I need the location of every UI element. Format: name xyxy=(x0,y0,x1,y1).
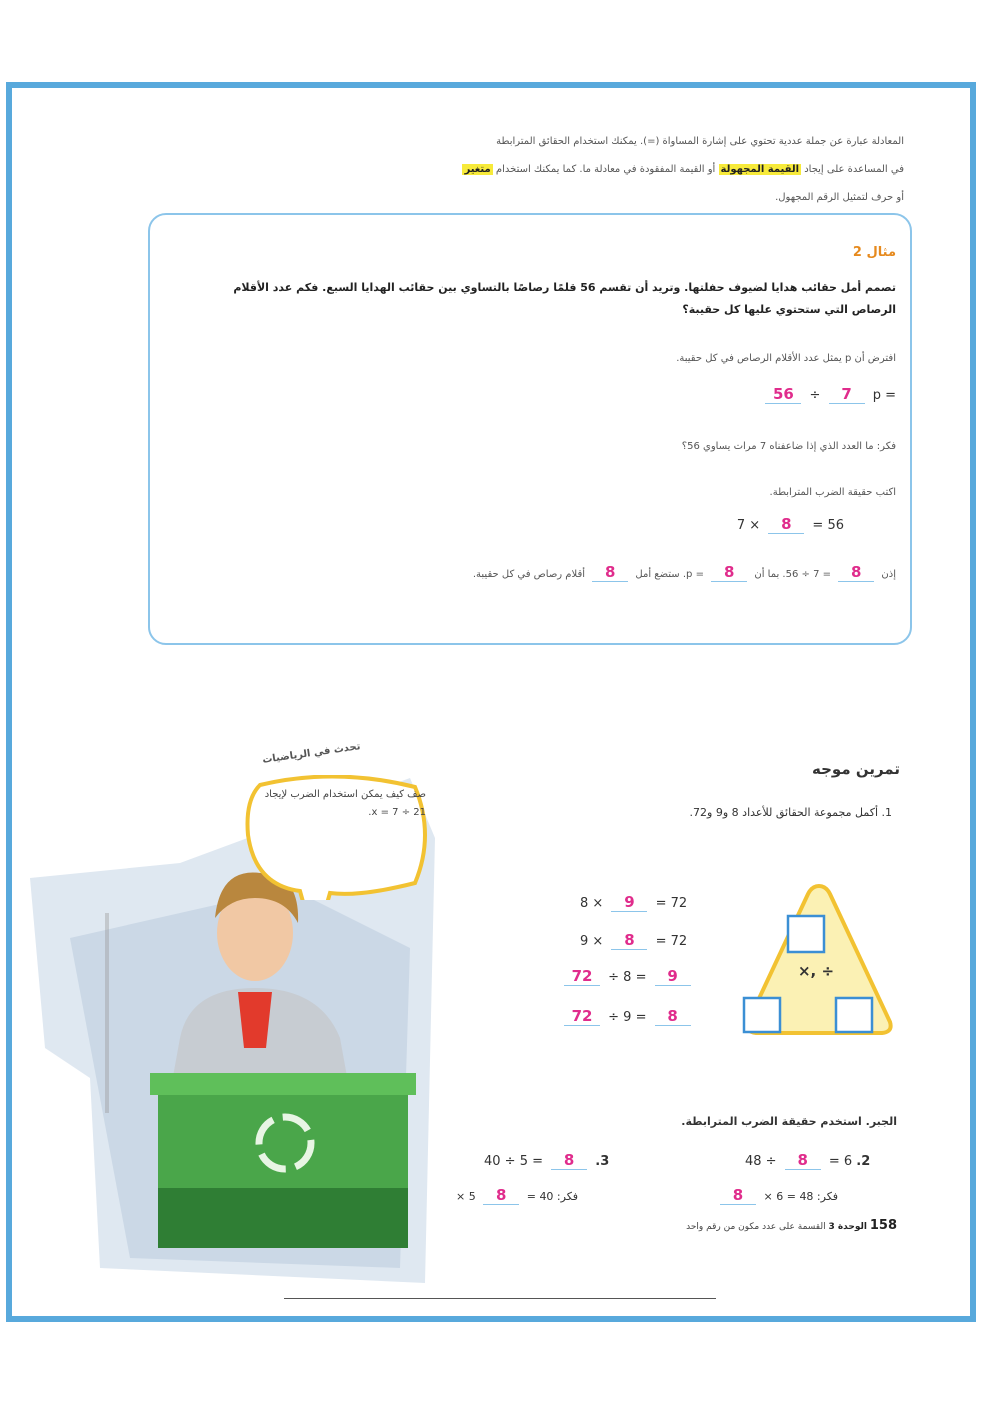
bottom-divider xyxy=(284,1298,716,1299)
exercise-3 xyxy=(484,1151,609,1170)
conclusion-text: إذن xyxy=(881,569,896,580)
exercise-2-blank: 8 xyxy=(785,1151,821,1170)
highlight-variable: متغير xyxy=(464,164,491,175)
fact-blank: 9 xyxy=(655,967,691,986)
fact-blank: 8 xyxy=(611,931,647,950)
practice-title: تمرين موجه xyxy=(812,760,900,778)
intro-text: في المساعدة على إيجاد xyxy=(804,164,904,175)
fact-part: 9 × xyxy=(580,934,604,949)
exercise-part: فكر: 48 = 6 × xyxy=(763,1190,839,1203)
example-assume: افترض أن p يمثل عدد الأقلام الرصاص في كل حقيبة. xyxy=(676,353,896,364)
example-conclusion xyxy=(473,563,896,582)
example-equation-1 xyxy=(761,385,896,404)
triangle-operations: ×, ÷ xyxy=(797,962,835,980)
fact-triangle xyxy=(740,880,898,1040)
intro-line-1: المعادلة عبارة عن جملة عددية تحتوي على إشارة المساواة (=). يمكنك استخدام الحقائق المترابطة xyxy=(496,136,904,147)
fact-blank: 72 xyxy=(564,967,600,986)
fact-blank: 8 xyxy=(655,1007,691,1026)
exercise-3-blank: 8 xyxy=(551,1151,587,1170)
intro-paragraph xyxy=(304,128,904,212)
bubble-text: صف كيف يمكن استخدام الضرب لإيجاد 21 ÷ 7 = x. xyxy=(264,789,426,818)
example-box xyxy=(148,213,912,645)
conclusion-text: = p. ستضع أمل xyxy=(635,569,704,580)
fact-row-3 xyxy=(560,967,695,986)
conclusion-text: = 7 ÷ 56. بما أن xyxy=(754,569,832,580)
page-number: 158 xyxy=(869,1218,897,1233)
blank-quotient-1: 8 xyxy=(838,563,874,582)
divide-sign: ÷ xyxy=(809,388,821,403)
unit-description: القسمة على عدد مكون من رقم واحد xyxy=(686,1222,826,1232)
exercise-3-number: .3 xyxy=(595,1154,610,1169)
conclusion-text: أقلام رصاص في كل حقيبة. xyxy=(472,569,586,580)
blank-quotient-3: 8 xyxy=(592,563,628,582)
algebra-instruction: الجبر. استخدم حقيقة الضرب المترابطة. xyxy=(681,1115,897,1128)
bubble-heading: تحدث في الرياضيات xyxy=(261,741,362,766)
fact-blank: 9 xyxy=(611,893,647,912)
intro-line-2 xyxy=(304,156,904,184)
practice-item-1: 1. أكمل مجموعة الحقائق للأعداد 8 و9 و72. xyxy=(689,806,892,819)
exercise-2-number: .2 xyxy=(856,1154,871,1169)
exercise-3-think xyxy=(456,1186,578,1205)
example-think: فكر: ما العدد الذي إذا ضاعفناه 7 مرات يساوي 56؟ xyxy=(681,441,896,452)
fact-part: ÷ 9 = xyxy=(608,1010,647,1025)
exercise-part: = 6 xyxy=(828,1154,853,1169)
fact-triangle-shape xyxy=(740,880,898,1040)
highlight-unknown-value: القيمة المجهولة xyxy=(720,164,799,175)
exercise-3-think-blank: 8 xyxy=(483,1186,519,1205)
exercise-part: 48 ÷ xyxy=(745,1154,777,1169)
equation-part: = 56 xyxy=(812,518,844,533)
unit-label: الوحدة 3 xyxy=(828,1222,867,1232)
fact-part: 8 × xyxy=(580,896,604,911)
intro-line-3: أو حرف لتمثيل الرقم المجهول. xyxy=(775,192,904,203)
blank-dividend: 56 xyxy=(765,385,801,404)
exercise-part: 40 ÷ 5 = xyxy=(484,1154,543,1169)
example-title: مثال 2 xyxy=(852,245,896,260)
fact-row-2 xyxy=(580,931,687,950)
blank-factor: 8 xyxy=(768,515,804,534)
equation-part: 7 × xyxy=(736,518,761,533)
equation-lhs: p = xyxy=(872,388,896,403)
fact-part: = 72 xyxy=(655,896,688,911)
example-equation-2 xyxy=(737,515,844,534)
exercise-part: × 5 xyxy=(456,1190,476,1203)
exercise-2 xyxy=(745,1151,870,1170)
blank-quotient-2: 8 xyxy=(711,563,747,582)
exercise-2-think-blank: 8 xyxy=(720,1186,756,1205)
exercise-2-think xyxy=(716,1186,838,1205)
fact-row-1 xyxy=(580,893,687,912)
blank-divisor: 7 xyxy=(829,385,865,404)
fact-part: = 72 xyxy=(655,934,688,949)
fact-part: ÷ 8 = xyxy=(608,970,647,985)
exercise-part: فكر: 40 = xyxy=(526,1190,579,1203)
intro-text: أو القيمة المفقودة في معادلة ما. كما يمكنك استخدام xyxy=(495,164,716,175)
example-problem: تصمم أمل حقائب هدايا لضيوف حفلتها. وتريد أن تقسم 56 قلمًا رصاصًا بالتساوي بين حقائب الهدايا السبع. فكم عدد الأقلام الرصاص التي ستحتوي عليها كل حقيبة؟ xyxy=(233,281,896,316)
example-write: اكتب حقيقة الضرب المترابطة. xyxy=(769,487,896,498)
fact-blank: 72 xyxy=(564,1007,600,1026)
page-footer xyxy=(686,1218,897,1233)
fact-row-4 xyxy=(560,1007,695,1026)
